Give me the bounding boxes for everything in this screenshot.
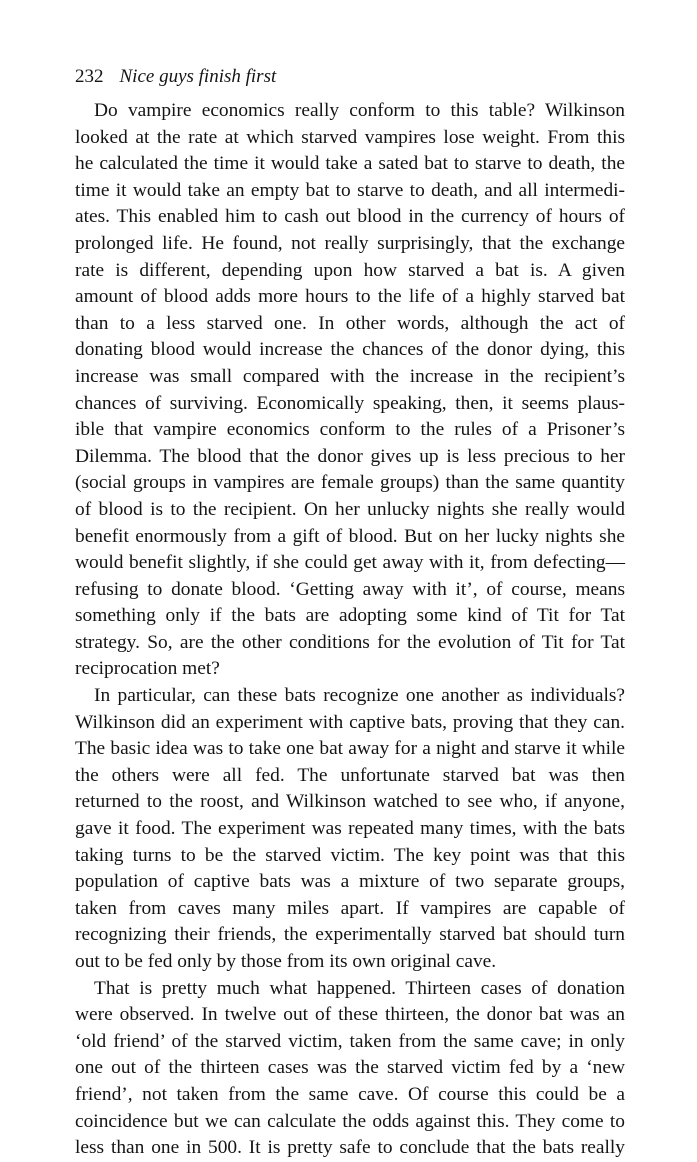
text-line: prolonged life. He found, not really surprisingly, that the exchange xyxy=(75,232,625,254)
text-line: That is pretty much what happened. Thirteen cases of donation xyxy=(94,977,625,999)
text-line: chances of surviving. Economically speaking, then, it seems plaus- xyxy=(75,392,625,414)
text-line: Dilemma. The blood that the donor gives up is less precious to her xyxy=(75,445,625,467)
text-line: of blood is to the recipient. On her unlucky nights she really would xyxy=(75,498,625,520)
text-line: donating blood would increase the chances of the donor dying, this xyxy=(75,339,625,361)
text-line: strategy. So, are the other conditions for the evolution of Tit for Tat xyxy=(75,631,625,653)
text-line: ates. This enabled him to cash out blood in the currency of hours of xyxy=(75,206,625,228)
text-line: refusing to donate blood. ‘Getting away with it’, of course, means xyxy=(75,578,625,600)
running-head xyxy=(75,64,276,90)
text-line: returned to the roost, and Wilkinson watched to see who, if anyone, xyxy=(75,791,625,813)
text-line: (social groups in vampires are female groups) than the same quantity xyxy=(75,472,625,494)
text-line: amount of blood adds more hours to the life of a highly starved bat xyxy=(75,286,625,308)
text-line: taken from caves many miles apart. If vampires are capable of xyxy=(75,897,625,919)
text-line: one out of the thirteen cases was the starved victim fed by a ‘new xyxy=(75,1057,625,1079)
text-line: ‘old friend’ of the starved victim, taken from the same cave; in only xyxy=(75,1030,625,1052)
text-line: out to be fed only by those from its own original cave. xyxy=(75,951,497,972)
text-line: benefit enormously from a gift of blood. But on her lucky nights she xyxy=(75,525,625,547)
text-line: he calculated the time it would take a sated bat to starve to death, the xyxy=(75,153,625,175)
text-line: looked at the rate at which starved vampires lose weight. From this xyxy=(75,126,625,148)
text-line: taking turns to be the starved victim. The key point was that this xyxy=(75,844,625,866)
text-line: reciprocation met? xyxy=(75,658,220,680)
text-line: the others were all fed. The unfortunate starved bat was then xyxy=(75,764,625,786)
text-line: would benefit slightly, if she could get away with it, from defecting— xyxy=(75,552,625,574)
text-line: than to a less starved one. In other words, although the act of xyxy=(75,312,625,334)
text-line: coincidence but we can calculate the odds against this. They come to xyxy=(75,1110,625,1132)
text-line: Do vampire economics really conform to this table? Wilkinson xyxy=(94,100,625,121)
text-line: rate is different, depending upon how starved a bat is. A given xyxy=(75,259,625,281)
text-line: Wilkinson did an experiment with captive bats, proving that they can. xyxy=(75,711,625,733)
chapter-title: Nice guys finish first xyxy=(119,66,277,87)
paragraph xyxy=(75,98,625,683)
text-line: gave it food. The experiment was repeated many times, with the bats xyxy=(75,818,625,840)
text-line: less than one in 500. It is pretty safe to conclude that the bats really xyxy=(75,1137,625,1159)
text-line: recognizing their friends, the experimentally starved bat should turn xyxy=(75,924,625,946)
text-line: In particular, can these bats recognize one another as individuals? xyxy=(94,685,625,707)
body-text xyxy=(75,98,625,1162)
text-line: increase was small compared with the increase in the recipient’s xyxy=(75,365,625,387)
text-line: The basic idea was to take one bat away for a night and starve it while xyxy=(75,738,625,760)
paragraph xyxy=(75,683,625,976)
text-line: ible that vampire economics conform to the rules of a Prisoner’s xyxy=(75,419,625,441)
text-line: were observed. In twelve out of these thirteen, the donor bat was an xyxy=(75,1004,625,1026)
page-number: 232 xyxy=(75,66,104,87)
paragraph xyxy=(75,976,625,1162)
text-line: time it would take an empty bat to starve to death, and all intermedi- xyxy=(75,179,625,201)
text-line: friend’, not taken from the same cave. Of course this could be a xyxy=(75,1083,625,1105)
text-line: something only if the bats are adopting some kind of Tit for Tat xyxy=(75,605,625,627)
text-line: population of captive bats was a mixture of two separate groups, xyxy=(75,871,625,893)
